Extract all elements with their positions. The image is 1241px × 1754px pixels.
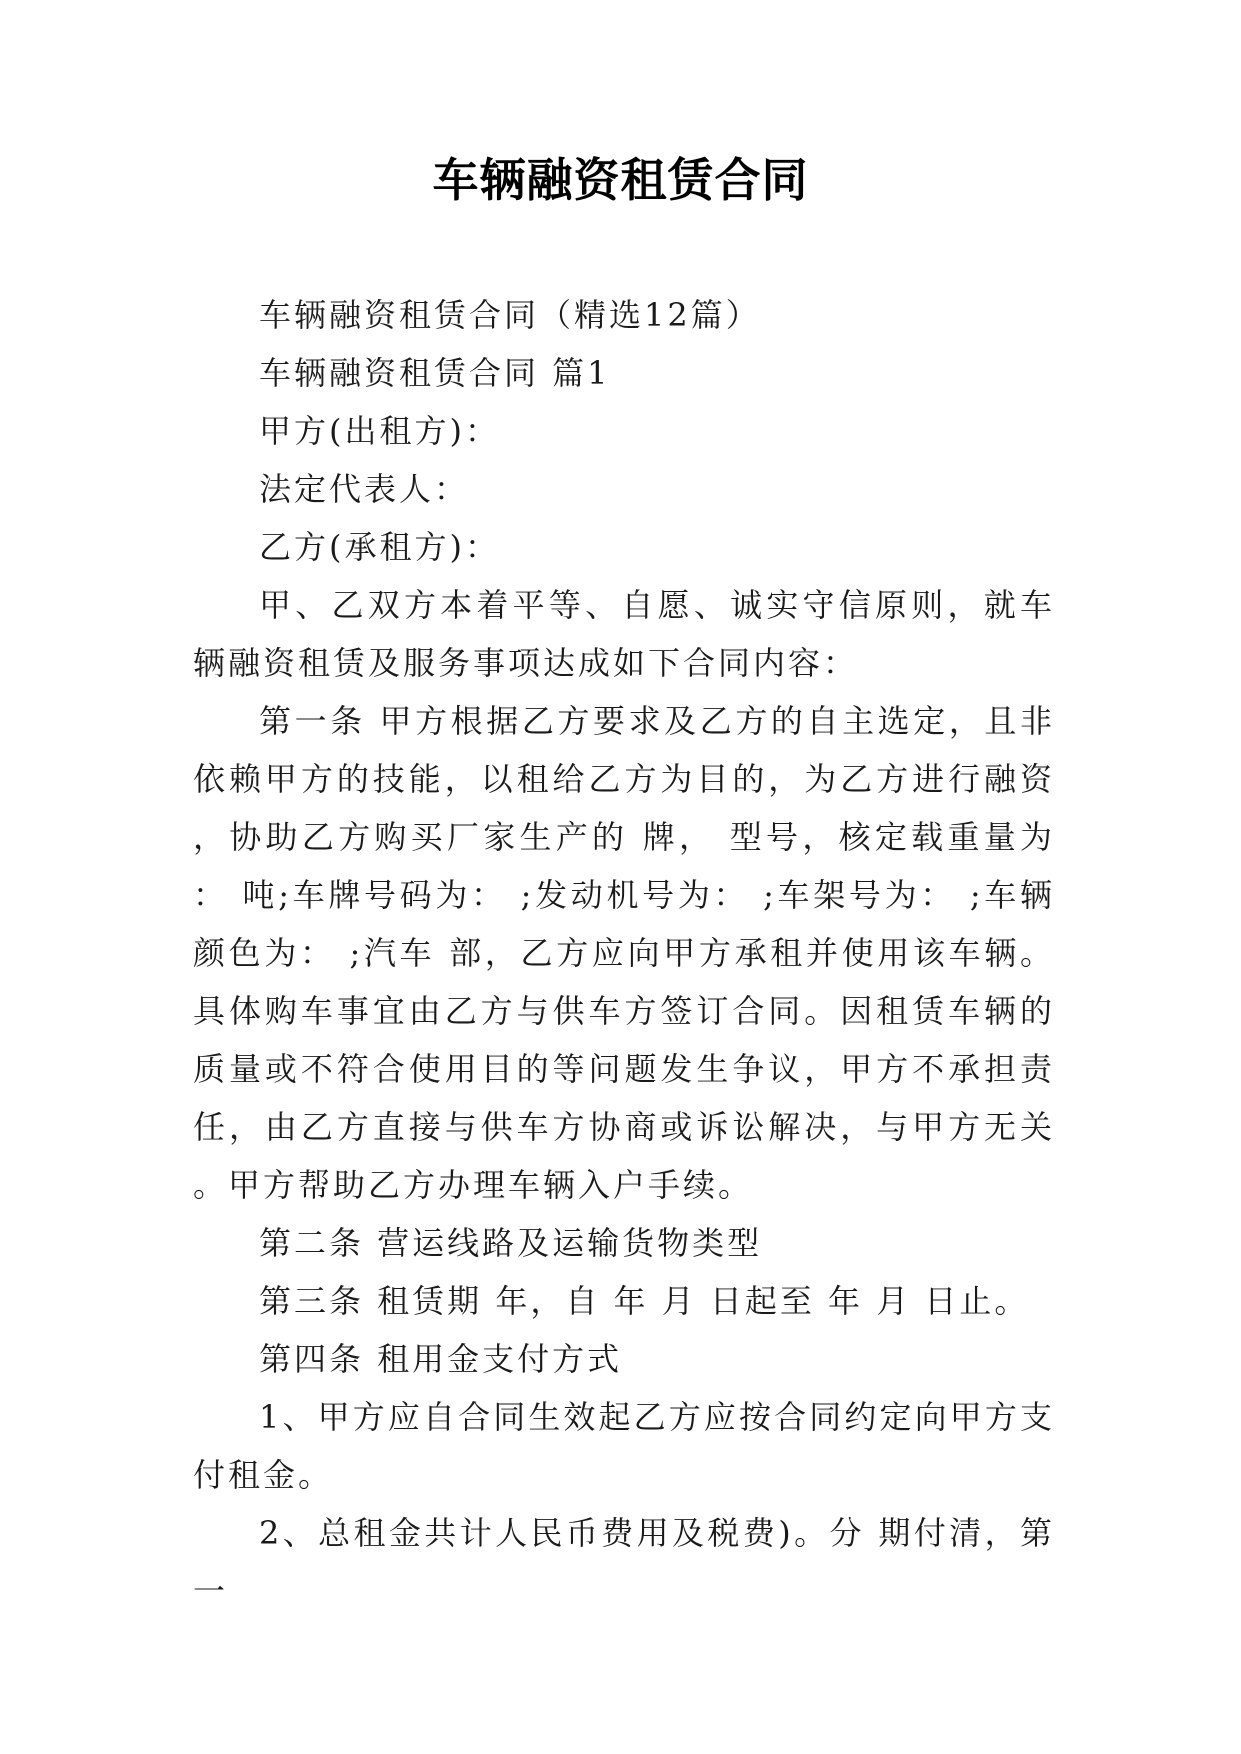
paragraph-article-4: 第四条 租用金支付方式 [259, 1340, 623, 1378]
paragraph-article-3: 第三条 租赁期 年，自 年 月 日起至 年 月 日止。 [259, 1282, 1030, 1320]
paragraph-article-2: 第二条 营运线路及运输货物类型 [259, 1224, 763, 1262]
document-body [193, 286, 1055, 1620]
paragraph-article-4-item-1: 1、甲方应自合同生效起乙方应按合同约定向甲方支付租金。 [193, 1398, 1055, 1494]
paragraph-party-b: 乙方(承租方)： [259, 528, 500, 566]
paragraph-article-1: 第一条 甲方根据乙方要求及乙方的自主选定，且非依赖甲方的技能，以租给乙方为目的，为乙方进行融资，协助乙方购买厂家生产的 牌， 型号，核定载重量为： 吨;车牌号码为： ;发动机号为： ;车架号为： ;车辆颜色为： ;汽车 部，乙方应向甲方承租并使用该车辆。具体购车事宜由乙方与供车方签订合同。因租赁车辆的质量或不符合使用目的等问题发生争议，甲方不承担责任，由乙方直接与供车方协商或诉讼解决，与甲方无关。甲方帮助乙方办理车辆入户手续。 [193, 702, 1055, 1204]
paragraph-subtitle: 车辆融资租赁合同（精选12篇） [259, 296, 761, 334]
paragraph-legal-representative: 法定代表人： [259, 470, 470, 508]
paragraph-preamble: 甲、乙双方本着平等、自愿、诚实守信原则，就车辆融资租赁及服务事项达成如下合同内容： [193, 586, 1055, 682]
paragraph-section-heading: 车辆融资租赁合同 篇1 [259, 354, 611, 392]
document-title: 车辆融资租赁合同 [432, 153, 809, 207]
paragraph-article-4-item-2: 2、总租金共计人民币费用及税费)。分 期付清，第一 [193, 1514, 1055, 1610]
paragraph-party-a: 甲方(出租方)： [259, 412, 500, 450]
